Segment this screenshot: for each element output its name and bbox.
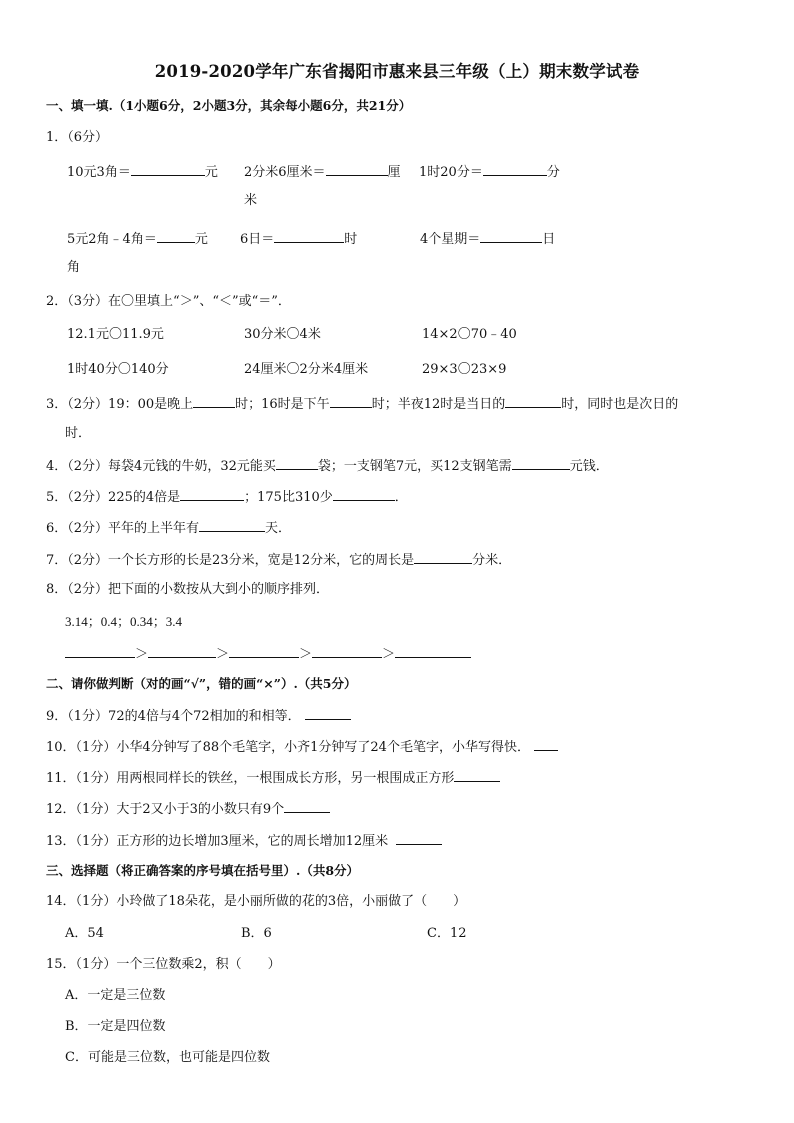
q1-item-b: 2分米6厘米＝ 厘 [244,165,401,180]
question-4: 4．（2分）每袋4元钱的牛奶，32元能买 袋；一支钢笔7元，买12支钢笔需 元钱． [46,459,609,474]
q2-compare: 30分米〇4米 [244,327,321,342]
answer-blank[interactable] [276,457,318,470]
answer-blank[interactable] [229,645,299,658]
question-3-wrap: 时． [65,426,92,441]
option-c[interactable]: C．12 [427,926,467,941]
answer-blank[interactable] [396,832,442,845]
question-9: 9．（1分）72的4倍与4个72相加的和相等． [46,707,351,725]
section-heading-1: 一、填一填.（1小题6分，2小题3分，其余每小题6分，共21分） [46,98,412,113]
answer-blank[interactable] [483,163,547,176]
answer-blank[interactable] [480,230,542,243]
gt-sign: ＞ [135,647,149,662]
q1-item-b-wrap: 米 [244,193,258,208]
option-b[interactable]: B．一定是四位数 [65,1019,166,1034]
q2-compare: 1时40分〇140分 [67,362,169,377]
q1-item-d: 5元2角﹣4角＝ 元 [67,232,208,247]
question-15-head: 15．（1分）一个三位数乘2，积（ ） [46,957,281,972]
answer-blank[interactable] [330,395,372,408]
option-a[interactable]: A．54 [65,926,104,941]
page-title: 2019-2020学年广东省揭阳市惠来县三年级（上）期末数学试卷 [154,62,640,81]
question-5: 5．（2分）225的4倍是 ；175比310少 ． [46,490,408,505]
q1-item-a: 10元3角＝ 元 [67,165,218,180]
answer-blank[interactable] [199,519,265,532]
question-14-head: 14．（1分）小玲做了18朵花，是小丽所做的花的3倍，小丽做了（ ） [46,894,467,909]
q1-item-c: 1时20分＝ 分 [419,165,560,180]
answer-blank[interactable] [131,163,205,176]
answer-blank[interactable] [284,800,330,813]
q8-numbers: 3.14；0.4；0.34；3.4 [65,614,183,629]
answer-blank[interactable] [414,551,472,564]
q8-order-line [65,645,471,663]
answer-blank[interactable] [148,645,216,658]
answer-blank[interactable] [305,707,351,720]
answer-blank[interactable] [333,488,395,501]
answer-blank[interactable] [395,645,471,658]
section-heading-2: 二、请你做判断（对的画“√”，错的画“×”）.（共5分） [46,676,357,691]
option-a[interactable]: A．一定是三位数 [65,988,166,1003]
q1-item-f: 4个星期＝ 日 [420,232,556,247]
answer-blank[interactable] [312,645,382,658]
q2-compare: 14×2〇70﹣40 [422,327,517,342]
q2-compare: 29×3〇23×9 [422,362,507,377]
question-2-head: 2．（3分）在〇里填上“＞”、“＜”或“＝”． [46,294,291,309]
gt-sign: ＞ [216,647,230,662]
answer-blank[interactable] [534,738,558,751]
question-3: 3．（2分）19：00是晚上 时；16时是下午 时；半夜12时是当日的 时，同时也是次日的 [46,397,679,412]
answer-blank[interactable] [180,488,244,501]
option-c[interactable]: C．可能是三位数，也可能是四位数 [65,1050,270,1065]
question-10: 10．（1分）小华4分钟写了88个毛笔字，小齐1分钟写了24个毛笔字，小华写得快． [46,738,558,756]
answer-blank[interactable] [65,645,135,658]
section-heading-3: 三、选择题（将正确答案的序号填在括号里）.（共8分） [46,863,360,878]
answer-blank[interactable] [505,395,561,408]
answer-blank[interactable] [512,457,570,470]
question-7: 7．（2分）一个长方形的长是23分米，宽是12分米，它的周长是 分米． [46,553,512,568]
question-13: 13．（1分）正方形的边长增加3厘米，它的周长增加12厘米 [46,832,442,850]
option-b[interactable]: B．6 [241,926,272,941]
gt-sign: ＞ [382,647,396,662]
q2-compare: 24厘米〇2分米4厘米 [244,362,369,377]
q1-item-e: 6日＝ 时 [240,232,358,247]
question-1-head: 1．（6分） [46,130,109,145]
gt-sign: ＞ [299,647,313,662]
question-6: 6．（2分）平年的上半年有 天． [46,521,292,536]
answer-blank[interactable] [193,395,235,408]
answer-blank[interactable] [274,230,344,243]
question-8-head: 8．（2分）把下面的小数按从大到小的顺序排列． [46,582,330,597]
answer-blank[interactable] [157,230,195,243]
answer-blank[interactable] [454,769,500,782]
question-12: 12．（1分）大于2又小于3的小数只有9个 [46,800,330,818]
question-11: 11．（1分）用两根同样长的铁丝，一根围成长方形，另一根围成正方形 [46,769,500,787]
q2-compare: 12.1元〇11.9元 [67,327,164,342]
answer-blank[interactable] [326,163,388,176]
q1-item-d-wrap: 角 [67,260,81,275]
